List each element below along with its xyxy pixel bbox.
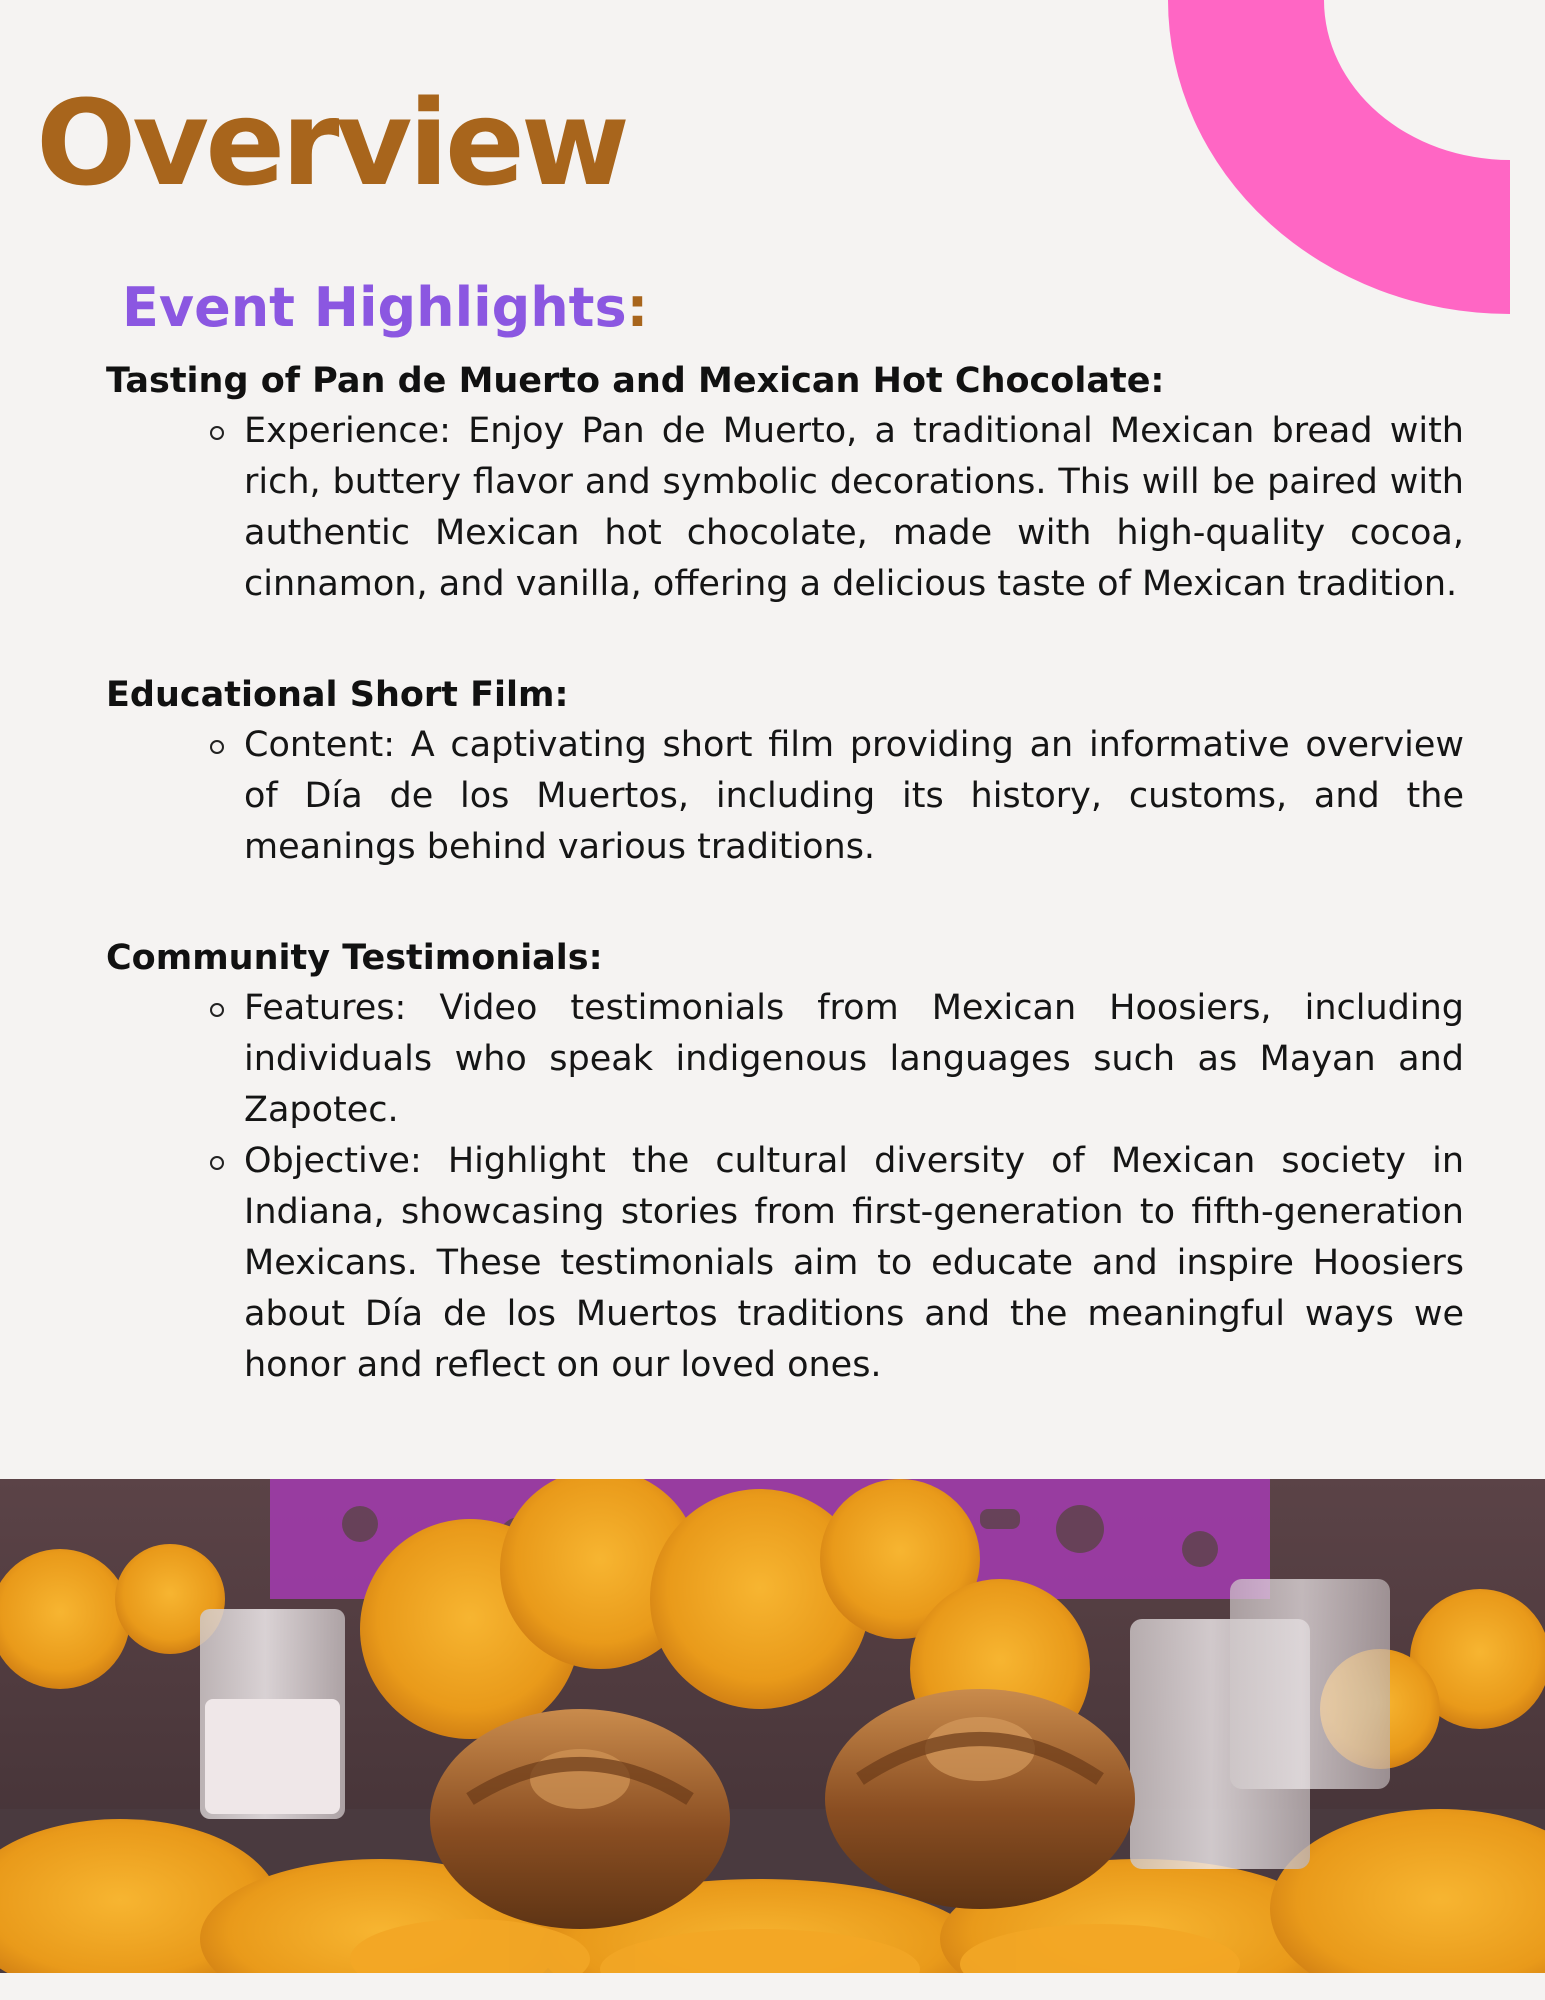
altar-photo [0, 1479, 1545, 1973]
bullet-circle-icon [210, 1156, 224, 1170]
section-heading: Community Testimonials: [106, 938, 603, 978]
altar-photo-illustration [0, 1479, 1545, 1973]
subtitle-colon: : [626, 276, 649, 339]
bullet-circle-icon [210, 1003, 224, 1017]
bullet-list [106, 983, 1464, 1391]
bullet-list [106, 406, 1464, 610]
page-title: Overview [36, 74, 626, 212]
highlights-content [106, 356, 1464, 1391]
list-item [244, 983, 1464, 1136]
section-heading: Educational Short Film: [106, 675, 569, 715]
section-testimonials [106, 933, 1464, 1391]
bullet-text: Objective: Highlight the cultural diversity of Mexican society in Indiana, showcasing stories from first-generation to fifth-generation Mexicans. These testimonials aim to educate and inspire Hoosiers about Día de los Muertos traditions and the meaningful ways we honor and reflect on our loved ones. [244, 1141, 1464, 1385]
section-heading: Tasting of Pan de Muerto and Mexican Hot Chocolate: [106, 361, 1165, 401]
bullet-circle-icon [210, 426, 224, 440]
pink-arc-decoration [1168, 0, 1510, 314]
bullet-text: Experience: Enjoy Pan de Muerto, a traditional Mexican bread with rich, buttery flavor and symbolic decorations. This will be paired with authentic Mexican hot chocolate, made with high-quality cocoa, cinnamon, and vanilla, offering a delicious taste of Mexican tradition. [244, 411, 1464, 604]
section-film [106, 670, 1464, 873]
bullet-list [106, 720, 1464, 873]
subtitle-text: Event Highlights [122, 276, 627, 339]
list-item [244, 1136, 1464, 1391]
bullet-circle-icon [210, 740, 224, 754]
list-item [244, 720, 1464, 873]
section-tasting [106, 356, 1464, 610]
bullet-text: Features: Video testimonials from Mexican Hoosiers, including individuals who speak indigenous languages such as Mayan and Zapotec. [244, 988, 1464, 1130]
list-item [244, 406, 1464, 610]
section-subtitle [122, 278, 648, 337]
bullet-text: Content: A captivating short film providing an informative overview of Día de los Muertos, including its history, customs, and the meanings behind various traditions. [244, 725, 1464, 867]
